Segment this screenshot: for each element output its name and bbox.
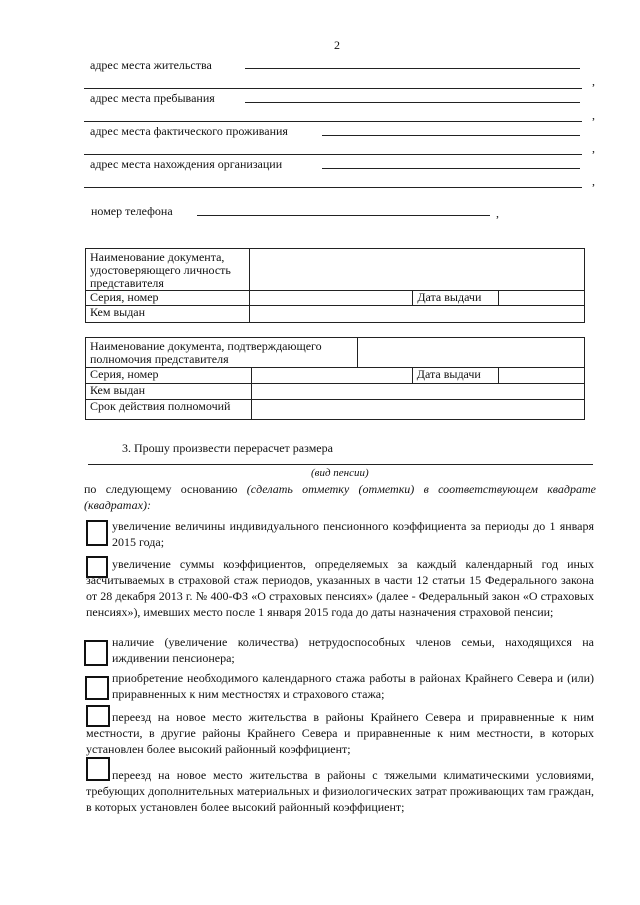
option-6-text: переезд на новое место жительства в районы с тяжелыми климатическими условиями, требующих дополнительных материальных и физиологических затрат проживающих там граждан, в которых установлен более высокий районный коэффициент;: [86, 768, 594, 814]
address-stay-field[interactable]: [245, 102, 580, 103]
rep-identity-date-field[interactable]: [499, 291, 585, 306]
address-stay-label: адрес места пребывания: [90, 91, 215, 105]
phone-field[interactable]: [197, 215, 490, 216]
pension-type-field[interactable]: [88, 464, 593, 465]
address-org-field-2[interactable]: [84, 187, 582, 188]
phone-label: номер телефона: [91, 204, 173, 218]
authority-table: [85, 337, 585, 420]
option-4-checkbox[interactable]: [85, 676, 109, 700]
address-actual-comma: ,: [592, 141, 595, 155]
phone-comma: ,: [496, 206, 499, 220]
page-number: 2: [334, 38, 340, 52]
option-1-checkbox[interactable]: [86, 520, 108, 546]
rep-identity-issued-field[interactable]: [249, 306, 584, 323]
rep-identity-name-field[interactable]: [249, 249, 584, 291]
address-org-field[interactable]: [322, 168, 580, 169]
authority-name-field[interactable]: [357, 338, 584, 368]
address-residence-label: адрес места жительства: [90, 58, 212, 72]
authority-series-field[interactable]: [251, 368, 498, 384]
section3-heading: 3. Прошу произвести перерасчет размера: [122, 441, 333, 455]
basis-text: по следующему основанию: [84, 482, 238, 496]
option-2-text: увеличение суммы коэффициентов, определяемых за каждый календарный год иных засчитываемых в страховой стаж периодов, указанных в части 12 статьи 15 Федерального закона от 28 декабря 2013 г. № 400-ФЗ «О страховых пенсиях» (далее - Федеральный закон «О страховых пенсиях»), имевших место после 1 января 2015 года до даты назначения страховой пенсии;: [86, 557, 594, 619]
address-org-comma: ,: [592, 174, 595, 188]
authority-issued-field[interactable]: [251, 384, 584, 400]
address-stay-comma: ,: [592, 108, 595, 122]
address-residence-comma: ,: [592, 74, 595, 88]
option-4-text: приобретение необходимого календарного стажа работы в районах Крайнего Севера и (или) приравненных к ним местностях и страхового стажа;: [112, 671, 594, 701]
rep-identity-series-label: Серия, номер: [86, 291, 250, 306]
authority-validity-label: Срок действия полномочий: [86, 400, 252, 420]
address-stay-field-2[interactable]: [84, 121, 582, 122]
basis-paragraph: [84, 481, 596, 513]
basis-note: (сделать отметку (отметки) в соответствующем квадрате (квадратах):: [84, 482, 596, 512]
authority-series-label: Серия, номер: [86, 368, 252, 384]
pension-type-caption: (вид пенсии): [311, 467, 369, 479]
rep-identity-date-label: Дата выдачи: [413, 291, 499, 306]
authority-issued-label: Кем выдан: [86, 384, 252, 400]
option-3-text: наличие (увеличение количества) нетрудоспособных членов семьи, находящихся на иждивении пенсионера;: [112, 635, 594, 665]
rep-identity-series-field[interactable]: [249, 291, 413, 306]
option-1-text: увеличение величины индивидуального пенсионного коэффициента за периоды до 1 января 2015 года;: [112, 519, 594, 549]
address-residence-field[interactable]: [245, 68, 580, 69]
address-actual-field-2[interactable]: [84, 154, 582, 155]
rep-identity-issued-label: Кем выдан: [86, 306, 250, 323]
authority-date-field[interactable]: [499, 368, 585, 384]
option-5-text: переезд на новое место жительства в районы Крайнего Севера и приравненные к ним местности, в другие районы Крайнего Севера и приравненные к ним местности, в которых установлен более высокий районный коэффициент;: [86, 710, 594, 756]
rep-identity-table: [85, 248, 585, 323]
address-residence-field-2[interactable]: [84, 88, 582, 89]
address-org-label: адрес места нахождения организации: [90, 157, 283, 171]
address-actual-label: адрес места фактического проживания: [90, 124, 288, 138]
authority-date-label: Дата выдачи: [412, 368, 481, 383]
rep-identity-name-label: Наименование документа, удостоверяющего личность представителя: [86, 249, 250, 291]
authority-name-label: Наименование документа, подтверждающего полномочия представителя: [86, 338, 358, 368]
option-3-checkbox[interactable]: [84, 640, 108, 666]
authority-validity-field[interactable]: [251, 400, 584, 420]
address-actual-field[interactable]: [322, 135, 580, 136]
